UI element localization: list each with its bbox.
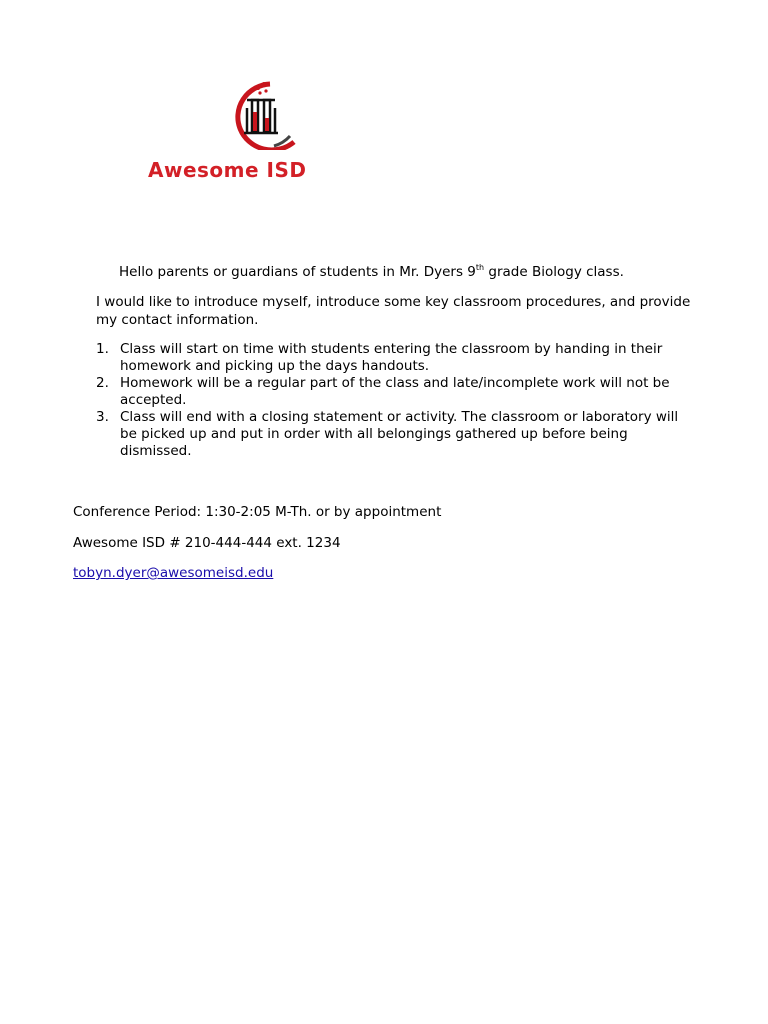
greeting-text-end: grade Biology class. bbox=[484, 264, 624, 280]
lab-beaker-icon bbox=[220, 78, 300, 150]
procedures-list bbox=[96, 341, 696, 460]
intro-paragraph: I would like to introduce myself, introduce some key classroom procedures, and provide my contact information. bbox=[96, 294, 691, 328]
list-number: 3. bbox=[96, 409, 109, 425]
greeting-text: Hello parents or guardians of students in Mr. Dyers 9 bbox=[119, 264, 476, 280]
logo-text: Awesome ISD bbox=[148, 158, 307, 182]
phone-number: Awesome ISD # 210-444-444 ext. 1234 bbox=[73, 535, 341, 551]
greeting-superscript: th bbox=[475, 263, 485, 272]
greeting bbox=[119, 263, 624, 281]
list-number: 1. bbox=[96, 341, 109, 357]
conference-period: Conference Period: 1:30-2:05 M-Th. or by appointment bbox=[73, 504, 442, 520]
list-item-text: Homework will be a regular part of the class and late/incomplete work will not be accepted. bbox=[120, 375, 670, 408]
list-item bbox=[96, 341, 696, 375]
email-line bbox=[73, 564, 273, 582]
list-item-text: Class will start on time with students entering the classroom by handing in their homework and picking up the days handouts. bbox=[120, 341, 663, 374]
list-item-text: Class will end with a closing statement or activity. The classroom or laboratory will be picked up and put in order with all belongings gathered up before being dismissed. bbox=[120, 409, 679, 459]
email-link[interactable]: tobyn.dyer@awesomeisd.edu bbox=[73, 565, 274, 581]
district-logo bbox=[148, 78, 370, 188]
list-number: 2. bbox=[96, 375, 109, 391]
list-item bbox=[96, 409, 696, 460]
list-item bbox=[96, 375, 696, 409]
